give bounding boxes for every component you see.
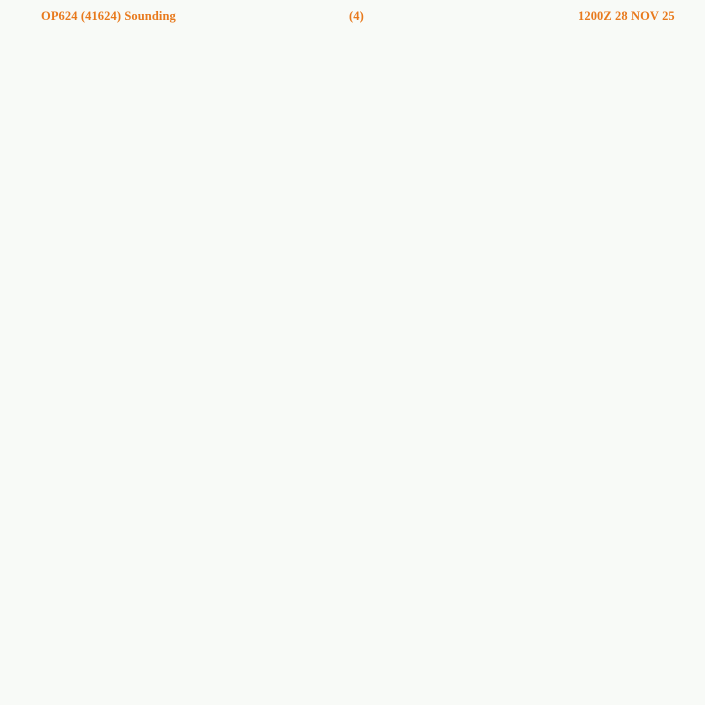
sounding-plot-area [0, 30, 705, 705]
sounding-header [0, 0, 705, 30]
valid-time-label: 1200Z 28 NOV 25 [578, 9, 675, 23]
station-title: OP624 (41624) Sounding [41, 9, 176, 23]
sounding-count-label: (4) [349, 9, 364, 23]
